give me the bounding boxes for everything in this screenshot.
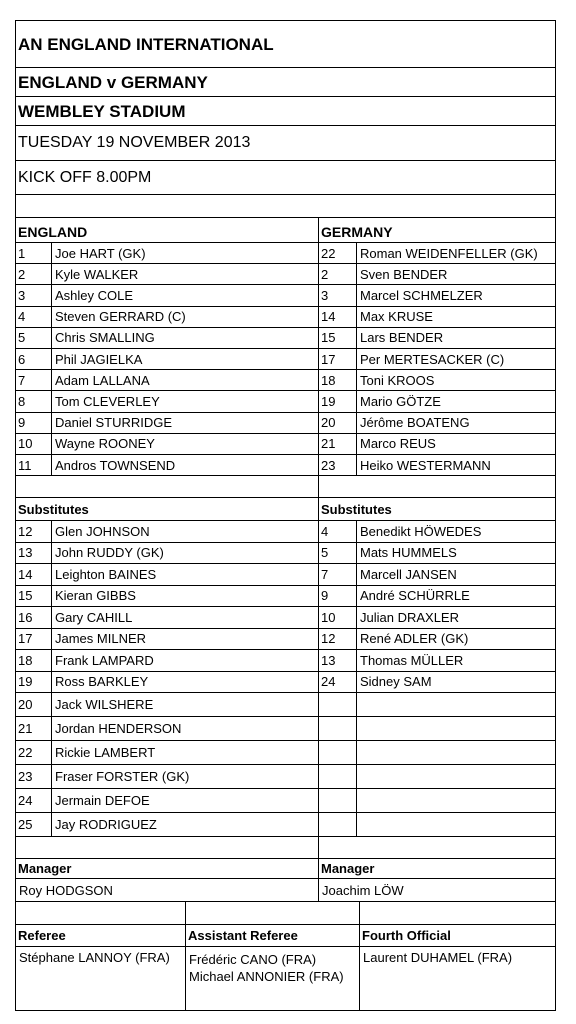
team-sheet: [15, 20, 556, 1011]
away-player-name: [357, 693, 555, 716]
away-manager-name: Joachim LÖW: [322, 882, 404, 898]
officials-spacer: [186, 902, 360, 924]
home-player-name: Chris SMALLING: [52, 328, 319, 348]
home-player-number: 22: [16, 741, 52, 764]
home-player-number: 2: [16, 264, 52, 284]
assistant-referees: [186, 947, 360, 1011]
away-player-number: 15: [319, 328, 357, 348]
home-player-number: 15: [16, 586, 52, 607]
away-player-number: 12: [319, 629, 357, 650]
away-player-number: 3: [319, 285, 357, 305]
home-player-number: 24: [16, 789, 52, 812]
away-player-name: André SCHÜRRLE: [360, 588, 470, 604]
venue-row: [16, 97, 555, 126]
home-player-number: 20: [16, 693, 52, 716]
competition-row: [16, 21, 555, 68]
kickoff-row: [16, 161, 555, 195]
table-row: [16, 586, 555, 608]
away-player-number: 9: [319, 586, 357, 607]
away-player-name: Sven BENDER: [360, 266, 448, 282]
home-player-name: Kieran GIBBS: [52, 586, 319, 607]
away-player-number: 19: [319, 391, 357, 411]
away-player-name: Marcell JANSEN: [360, 566, 457, 582]
away-subs-label: Substitutes: [321, 501, 392, 517]
table-row: [16, 693, 555, 717]
home-player-name: Tom CLEVERLEY: [52, 391, 319, 411]
table-row: [16, 672, 555, 694]
away-player-name: Thomas MÜLLER: [360, 652, 464, 668]
away-player-number: 7: [319, 564, 357, 585]
team-header-row: [16, 218, 555, 243]
officials-label-row: [16, 925, 555, 947]
home-player-number: 11: [16, 455, 52, 475]
table-row: [16, 391, 555, 412]
away-player-number: 23: [319, 455, 357, 475]
away-player-name: Jérôme BOATENG: [360, 415, 470, 431]
home-player-name: Wayne ROONEY: [52, 434, 319, 454]
away-player-name: [357, 789, 555, 812]
home-player-name: Rickie LAMBERT: [52, 741, 319, 764]
home-player-name: Glen JOHNSON: [52, 521, 319, 542]
home-player-name: Jordan HENDERSON: [52, 717, 319, 740]
away-player-name: Mats HUMMELS: [360, 545, 457, 561]
away-player-number: [319, 789, 357, 812]
table-row: [16, 813, 555, 837]
home-player-number: 8: [16, 391, 52, 411]
away-player-number: 21: [319, 434, 357, 454]
table-row: [16, 328, 555, 349]
table-row: [16, 434, 555, 455]
spacer-row: [16, 902, 555, 925]
table-row: [16, 349, 555, 370]
table-row: [16, 455, 555, 476]
away-player-name: Heiko WESTERMANN: [360, 457, 491, 473]
away-player-number: [319, 765, 357, 788]
table-row: [16, 370, 555, 391]
officials-spacer: [16, 902, 186, 924]
referee-label: Referee: [16, 925, 186, 946]
away-player-name: Per MERTESACKER (C): [360, 351, 505, 367]
home-player-number: 17: [16, 629, 52, 650]
away-player-name: Julian DRAXLER: [360, 609, 459, 625]
home-spacer: [16, 837, 319, 858]
away-player-name: [357, 765, 555, 788]
manager-row: [16, 879, 555, 902]
home-player-name: Joe HART (GK): [52, 243, 319, 263]
table-row: [16, 521, 555, 543]
table-row: [16, 564, 555, 586]
home-player-name: Leighton BAINES: [52, 564, 319, 585]
referee-name: Stéphane LANNOY (FRA): [16, 947, 186, 1011]
away-player-name: Sidney SAM: [360, 674, 432, 690]
home-player-name: James MILNER: [52, 629, 319, 650]
home-player-number: 19: [16, 672, 52, 693]
table-row: [16, 650, 555, 672]
away-player-number: [319, 717, 357, 740]
home-player-name: Andros TOWNSEND: [52, 455, 319, 475]
venue-title: WEMBLEY STADIUM: [18, 101, 186, 121]
away-player-name: Mario GÖTZE: [360, 393, 441, 409]
away-player-number: 20: [319, 413, 357, 433]
home-team-name: ENGLAND: [16, 218, 319, 242]
table-row: [16, 543, 555, 565]
kickoff-time: KICK OFF 8.00PM: [18, 168, 152, 186]
table-row: [16, 243, 555, 264]
table-row: [16, 629, 555, 651]
home-player-name: Jack WILSHERE: [52, 693, 319, 716]
away-player-number: 14: [319, 307, 357, 327]
home-player-number: 25: [16, 813, 52, 836]
home-player-number: 14: [16, 564, 52, 585]
home-player-name: Daniel STURRIDGE: [52, 413, 319, 433]
assistant-referee-name: Frédéric CANO (FRA): [189, 952, 317, 968]
away-player-number: 5: [319, 543, 357, 564]
away-player-number: 22: [319, 243, 357, 263]
home-player-name: Jermain DEFOE: [52, 789, 319, 812]
home-manager-label: Manager: [16, 859, 319, 878]
away-player-number: 13: [319, 650, 357, 671]
home-player-name: Gary CAHILL: [52, 607, 319, 628]
away-player-name: Toni KROOS: [360, 372, 435, 388]
manager-label-row: [16, 859, 555, 879]
fixture-title: ENGLAND v GERMANY: [18, 72, 208, 92]
assistant-referee-label: Assistant Referee: [186, 925, 360, 946]
home-subs-label: Substitutes: [16, 498, 319, 520]
away-player-name: René ADLER (GK): [360, 631, 469, 647]
spacer-row: [16, 476, 555, 498]
spacer-row: [16, 195, 555, 218]
spacer-row: [16, 837, 555, 859]
home-player-name: Phil JAGIELKA: [52, 349, 319, 369]
away-manager-label: Manager: [321, 861, 375, 877]
away-player-number: 18: [319, 370, 357, 390]
home-player-number: 12: [16, 521, 52, 542]
home-player-number: 1: [16, 243, 52, 263]
subs-header-row: [16, 498, 555, 521]
fixture-row: [16, 68, 555, 97]
date-row: [16, 126, 555, 161]
away-player-name: [357, 813, 555, 836]
away-player-number: [319, 741, 357, 764]
home-player-number: 23: [16, 765, 52, 788]
home-player-name: Kyle WALKER: [52, 264, 319, 284]
assistant-referee-name: Michael ANNONIER (FRA): [189, 969, 344, 985]
table-row: [16, 765, 555, 789]
table-row: [16, 741, 555, 765]
home-player-name: Fraser FORSTER (GK): [52, 765, 319, 788]
away-player-name: Marcel SCHMELZER: [360, 287, 483, 303]
table-row: [16, 413, 555, 434]
home-player-name: Ashley COLE: [52, 285, 319, 305]
home-player-number: 7: [16, 370, 52, 390]
competition-title: AN ENGLAND INTERNATIONAL: [18, 34, 274, 54]
home-spacer: [16, 476, 319, 497]
away-player-name: [357, 717, 555, 740]
away-player-name: [357, 741, 555, 764]
home-player-number: 21: [16, 717, 52, 740]
match-date: TUESDAY 19 NOVEMBER 2013: [18, 134, 251, 151]
home-player-name: Frank LAMPARD: [52, 650, 319, 671]
table-row: [16, 307, 555, 328]
away-player-number: 10: [319, 607, 357, 628]
officials-row: [16, 947, 555, 1011]
away-player-name: Lars BENDER: [360, 330, 444, 346]
home-player-number: 9: [16, 413, 52, 433]
home-player-name: Steven GERRARD (C): [52, 307, 319, 327]
home-player-name: Adam LALLANA: [52, 370, 319, 390]
home-player-number: 6: [16, 349, 52, 369]
away-player-number: 24: [319, 672, 357, 693]
home-player-name: Jay RODRIGUEZ: [52, 813, 319, 836]
away-player-number: [319, 693, 357, 716]
table-row: [16, 285, 555, 306]
home-player-number: 16: [16, 607, 52, 628]
fourth-official-label: Fourth Official: [362, 928, 451, 944]
home-player-number: 18: [16, 650, 52, 671]
away-player-name: Roman WEIDENFELLER (GK): [360, 245, 538, 261]
away-player-number: 17: [319, 349, 357, 369]
away-player-name: Benedikt HÖWEDES: [360, 523, 482, 539]
home-player-name: Ross BARKLEY: [52, 672, 319, 693]
table-row: [16, 264, 555, 285]
away-player-name: Marco REUS: [360, 436, 436, 452]
fourth-official-name: Laurent DUHAMEL (FRA): [363, 950, 513, 966]
home-player-name: John RUDDY (GK): [52, 543, 319, 564]
table-row: [16, 717, 555, 741]
away-team-name: GERMANY: [321, 224, 393, 240]
home-player-number: 10: [16, 434, 52, 454]
away-player-number: 4: [319, 521, 357, 542]
away-player-number: 2: [319, 264, 357, 284]
home-player-number: 13: [16, 543, 52, 564]
table-row: [16, 607, 555, 629]
home-player-number: 5: [16, 328, 52, 348]
home-manager-name: Roy HODGSON: [16, 879, 319, 901]
home-player-number: 3: [16, 285, 52, 305]
away-player-number: [319, 813, 357, 836]
table-row: [16, 789, 555, 813]
away-player-name: Max KRUSE: [360, 309, 433, 325]
home-player-number: 4: [16, 307, 52, 327]
